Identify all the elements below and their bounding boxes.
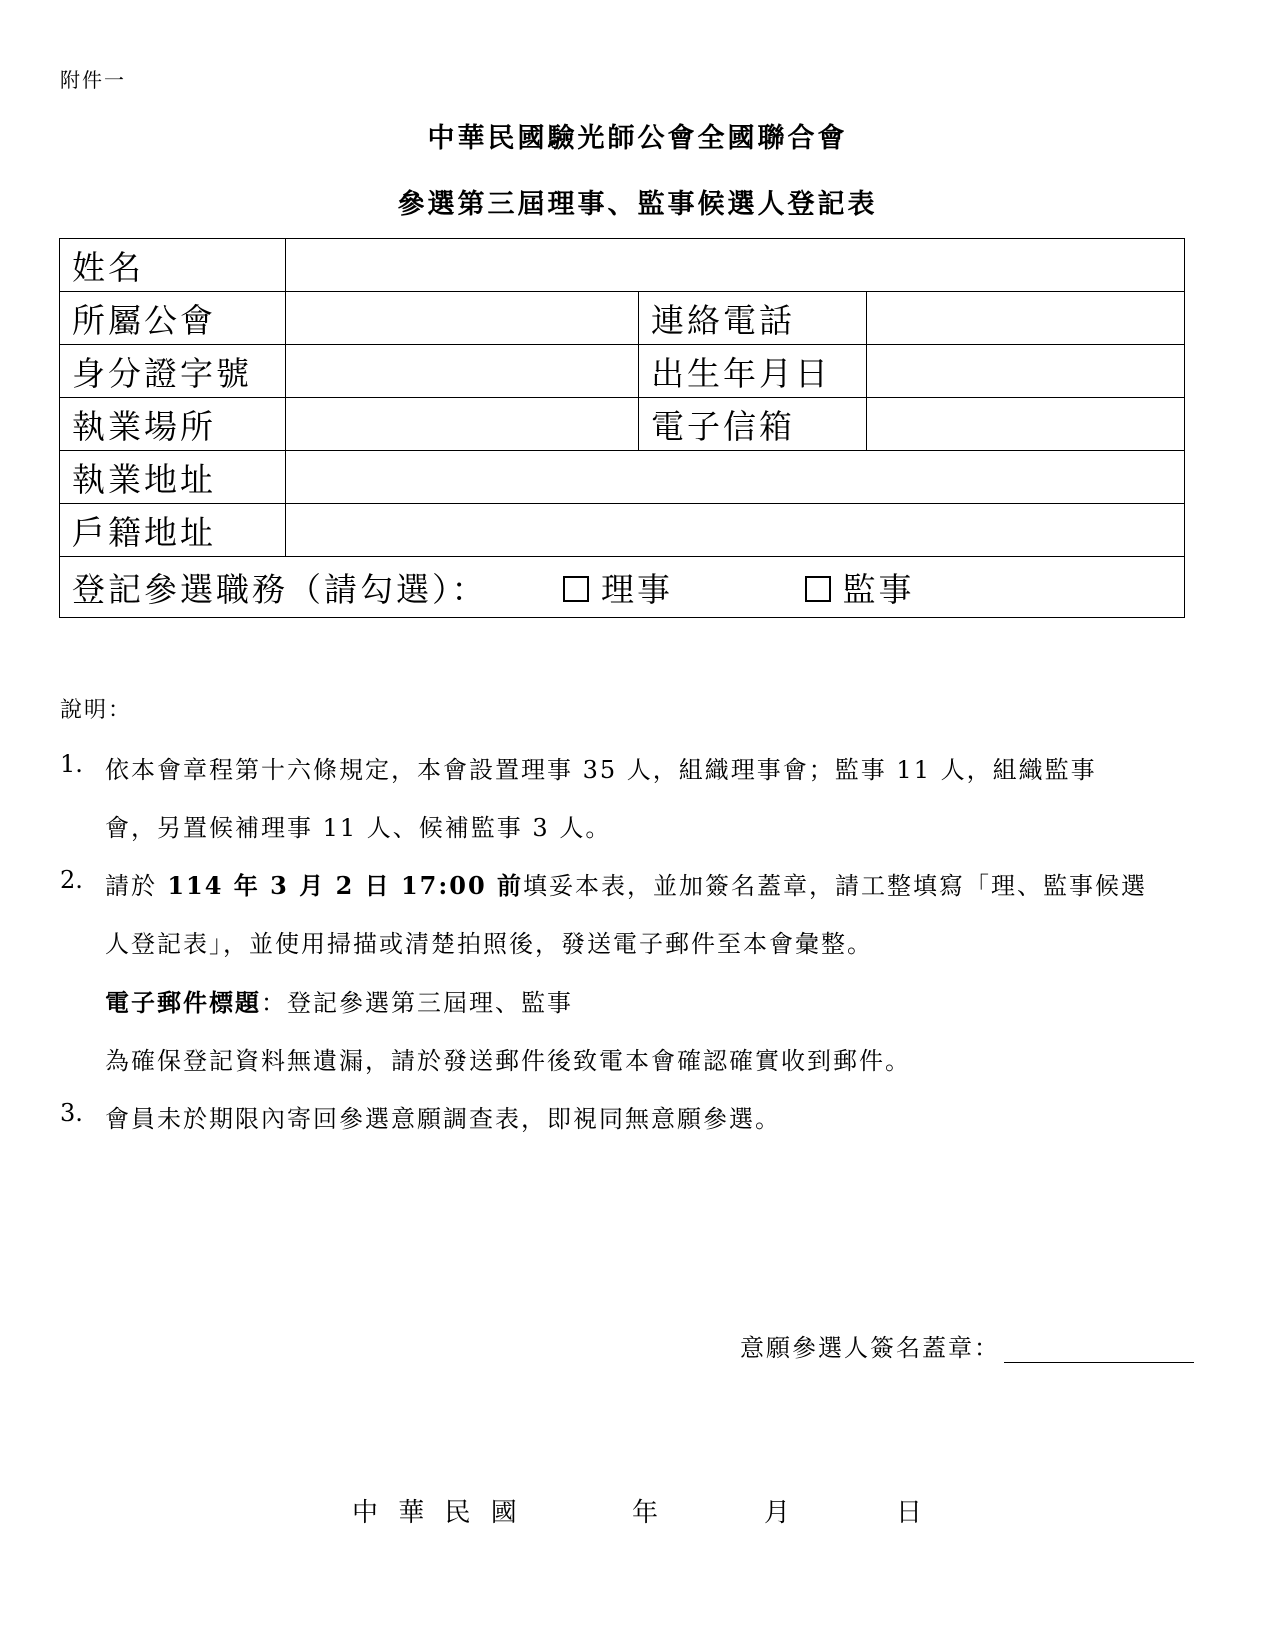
signature-area bbox=[740, 1328, 1194, 1363]
email-field[interactable] bbox=[867, 398, 1185, 451]
email-subject-value: ：登記參選第三屆理、監事 bbox=[261, 989, 573, 1017]
supervisor-option[interactable] bbox=[805, 564, 915, 611]
note-3-number: 3. bbox=[60, 1099, 83, 1127]
note-1-line-1: 依本會章程第十六條規定，本會設置理事 35 人，組織理事會；監事 11 人，組織監事 bbox=[105, 756, 1097, 784]
supervisor-checkbox[interactable] bbox=[805, 576, 831, 602]
workplace-label: 執業場所 bbox=[60, 398, 286, 451]
note-1-line-2: 會，另置候補理事 11 人、候補監事 3 人。 bbox=[105, 814, 612, 842]
name-field[interactable] bbox=[286, 239, 1185, 292]
email-subject-line bbox=[105, 983, 573, 1018]
position-cell bbox=[60, 557, 1185, 618]
household-address-label: 戶籍地址 bbox=[60, 504, 286, 557]
document-subtitle: 參選第三屆理事、監事候選人登記表 bbox=[397, 189, 878, 220]
union-row bbox=[60, 292, 1185, 345]
position-row bbox=[60, 557, 1185, 618]
household-address-row bbox=[60, 504, 1185, 557]
date-year: 年 bbox=[632, 1498, 659, 1528]
union-label: 所屬公會 bbox=[60, 292, 286, 345]
director-option-label: 理事 bbox=[601, 569, 673, 609]
supervisor-option-label: 監事 bbox=[842, 569, 915, 609]
phone-label: 連絡電話 bbox=[639, 292, 867, 345]
email-label: 電子信箱 bbox=[639, 398, 867, 451]
registration-form-table bbox=[59, 238, 1185, 618]
notes-heading: 說明： bbox=[60, 698, 133, 723]
name-label: 姓名 bbox=[60, 239, 286, 292]
position-label: 登記參選職務（請勾選）： bbox=[72, 569, 488, 609]
date-day: 日 bbox=[896, 1498, 923, 1528]
note-2-number: 2. bbox=[60, 866, 83, 894]
document-title: 中華民國驗光師公會全國聯合會 bbox=[427, 123, 848, 154]
work-address-label: 執業地址 bbox=[60, 451, 286, 504]
date-month: 月 bbox=[764, 1498, 791, 1528]
id-label: 身分證字號 bbox=[60, 345, 286, 398]
work-address-field[interactable] bbox=[286, 451, 1185, 504]
note-2-line-2: 人登記表」，並使用掃描或清楚拍照後，發送電子郵件至本會彙整。 bbox=[105, 930, 873, 958]
note-2-deadline: 114 年 3 月 2 日 17:00 前 bbox=[157, 871, 523, 900]
workplace-row bbox=[60, 398, 1185, 451]
household-address-field[interactable] bbox=[286, 504, 1185, 557]
note-3-line-1: 會員未於期限內寄回參選意願調查表，即視同無意願參選。 bbox=[105, 1105, 781, 1133]
id-row bbox=[60, 345, 1185, 398]
attachment-label: 附件一 bbox=[60, 68, 126, 92]
work-address-row bbox=[60, 451, 1185, 504]
birth-field[interactable] bbox=[867, 345, 1185, 398]
director-option[interactable] bbox=[563, 564, 673, 611]
note-2-line-1 bbox=[105, 866, 1147, 901]
workplace-field[interactable] bbox=[286, 398, 639, 451]
confirm-line: 為確保登記資料無遺漏，請於發送郵件後致電本會確認確實收到郵件。 bbox=[105, 1047, 911, 1075]
name-row bbox=[60, 239, 1185, 292]
director-checkbox[interactable] bbox=[563, 576, 589, 602]
email-subject-label: 電子郵件標題 bbox=[105, 988, 261, 1017]
signature-line[interactable] bbox=[1004, 1340, 1194, 1363]
phone-field[interactable] bbox=[867, 292, 1185, 345]
date-era: 中 華 民 國 bbox=[352, 1498, 523, 1528]
birth-label: 出生年月日 bbox=[639, 345, 867, 398]
note-2-post: 填妥本表，並加簽名蓋章，請工整填寫「理、監事候選 bbox=[523, 872, 1147, 900]
union-field[interactable] bbox=[286, 292, 639, 345]
note-1-number: 1. bbox=[60, 750, 83, 778]
signature-label: 意願參選人簽名蓋章： bbox=[740, 1334, 1000, 1362]
id-field[interactable] bbox=[286, 345, 639, 398]
note-2-pre: 請於 bbox=[105, 872, 157, 900]
